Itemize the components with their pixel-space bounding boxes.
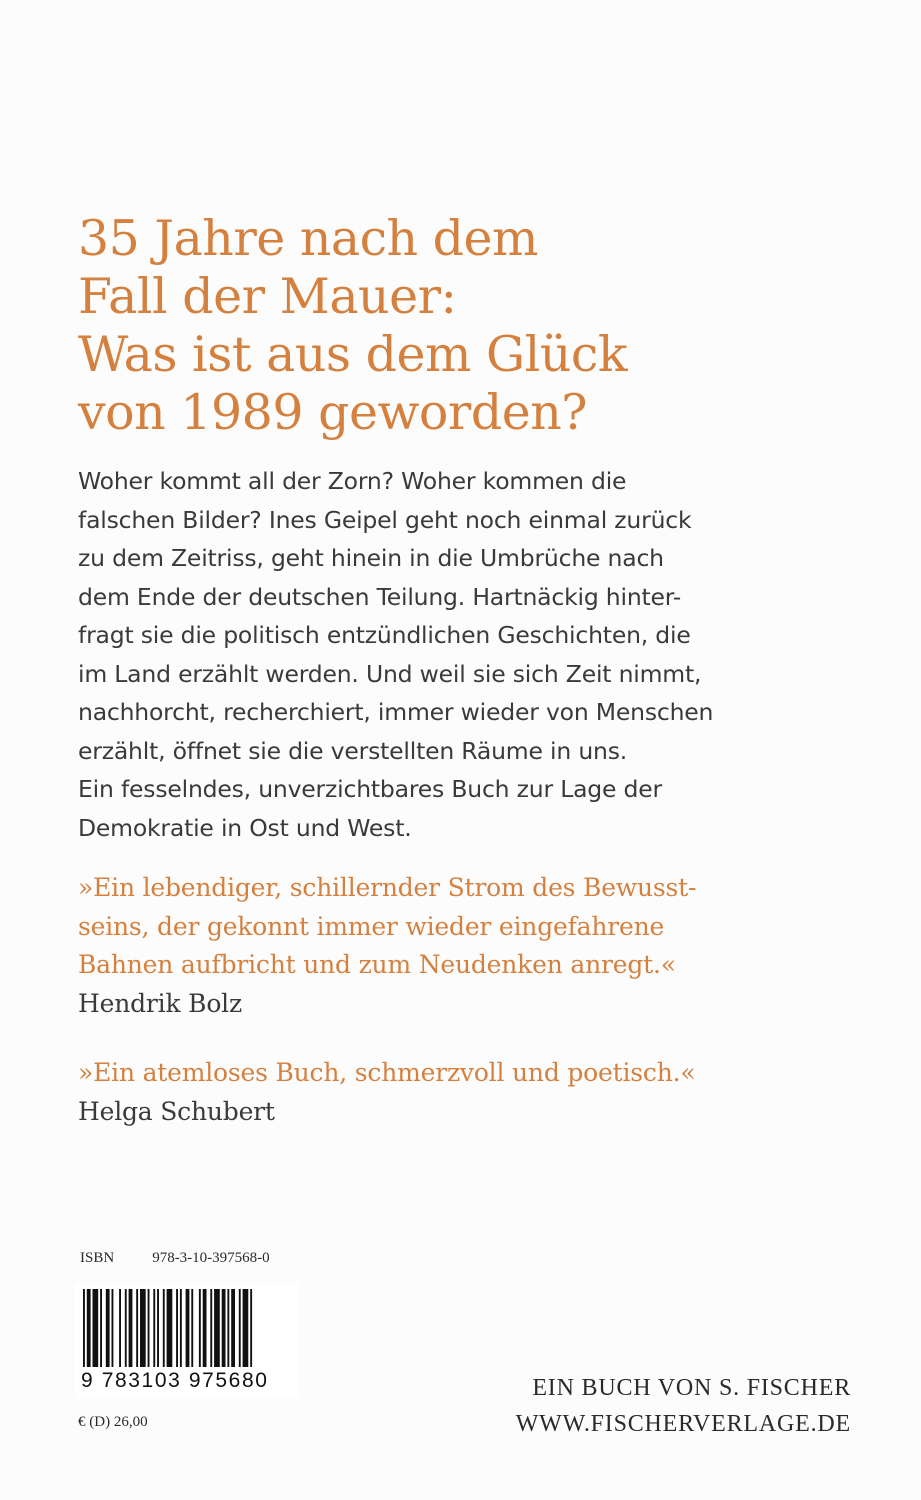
barcode-digits: 9 783103 975680 (81, 1369, 269, 1392)
quote-line: »Ein atemloses Buch, schmerzvoll und poetisch.« (78, 1058, 696, 1087)
review-quote (78, 869, 868, 1023)
quote-line: »Ein lebendiger, schillernder Strom des Bewusst- (78, 873, 697, 902)
isbn (80, 1250, 270, 1267)
isbn-label: ISBN (80, 1250, 115, 1266)
publisher-website: WWW.FISCHERVERLAGE.DE (515, 1411, 851, 1437)
headline (78, 210, 838, 442)
blurb-line: erzählt, öffnet sie die verstellten Räume in uns. (78, 736, 628, 765)
headline-line: von 1989 geworden? (78, 384, 588, 441)
isbn-number: 978-3-10-397568-0 (152, 1250, 270, 1266)
blurb-line: dem Ende der deutschen Teilung. Hartnäckig hinter- (78, 582, 682, 611)
blurb-line: im Land erzählt werden. Und weil sie sich Zeit nimmt, (78, 659, 702, 688)
headline-line: Was ist aus dem Glück (78, 326, 628, 383)
quote-author: Helga Schubert (78, 1096, 275, 1126)
blurb-line: fragt sie die politisch entzündlichen Geschichten, die (78, 621, 691, 649)
price: € (D) 26,00 (78, 1414, 148, 1430)
headline-line: 35 Jahre nach dem (78, 210, 539, 267)
blurb-line: Woher kommt all der Zorn? Woher kommen die (78, 467, 627, 495)
headline-line: Fall der Mauer: (78, 268, 457, 325)
blurb-text (78, 462, 858, 847)
blurb-line: zu dem Zeitriss, geht hinein in die Umbrüche nach (78, 544, 664, 572)
publisher-imprint (516, 1370, 851, 1442)
quote-line: Bahnen aufbricht und zum Neudenken anregt.« (78, 950, 676, 979)
blurb-line: Demokratie in Ost und West. (78, 813, 412, 842)
review-quote (78, 1054, 868, 1131)
blurb-line: Ein fesselndes, unverzichtbares Buch zur Lage der (78, 775, 662, 803)
blurb-line: nachhorcht, recherchiert, immer wieder von Menschen (78, 698, 714, 726)
quote-line: seins, der gekonnt immer wieder eingefahrene (78, 911, 665, 941)
quote-author: Hendrik Bolz (78, 988, 242, 1018)
publisher-line: EIN BUCH VON S. FISCHER (532, 1375, 851, 1401)
blurb-line: falschen Bilder? Ines Geipel geht noch einmal zurück (78, 505, 692, 534)
barcode (75, 1283, 299, 1398)
